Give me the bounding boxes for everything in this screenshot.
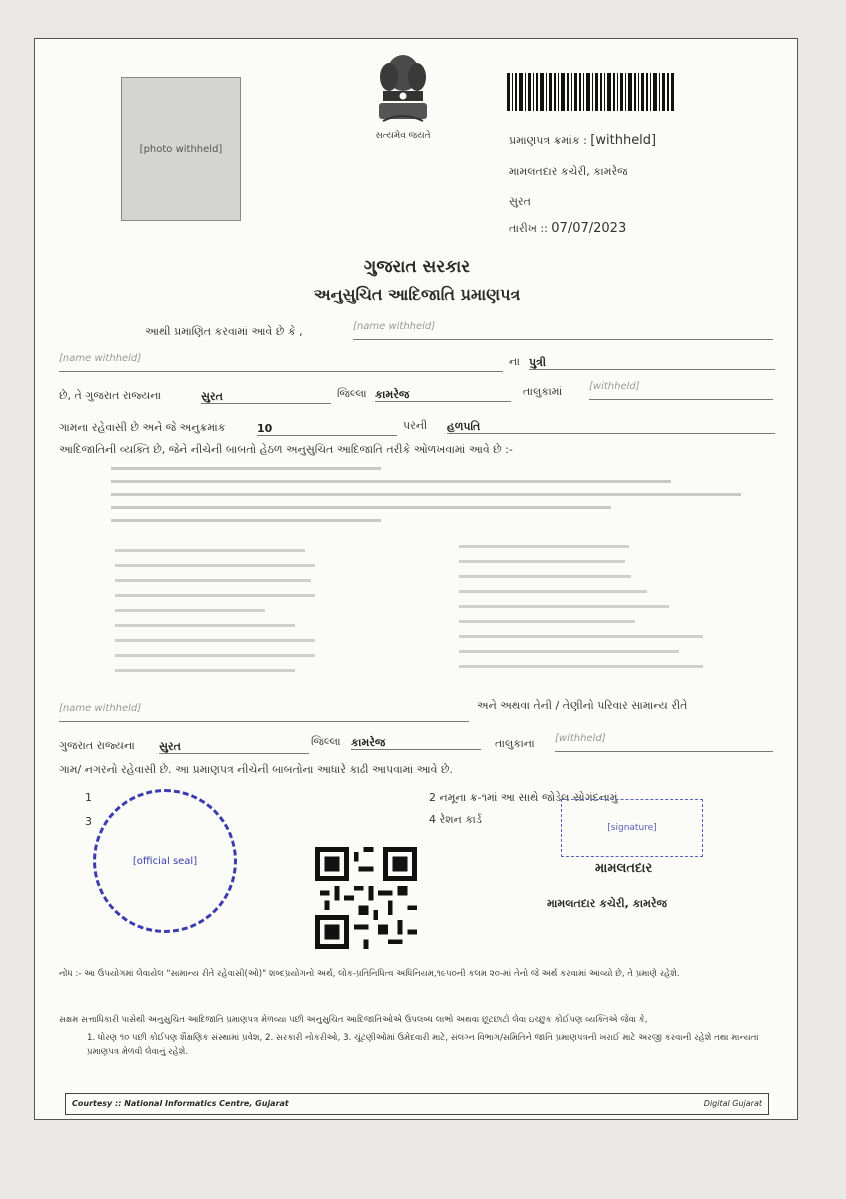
lower-district-line [159, 735, 309, 754]
certificate-number-label: પ્રમાણપત્ર ક્રમાંક : [509, 134, 587, 147]
courtesy-bar [65, 1093, 769, 1115]
lower-holder-name: [name withheld] [59, 703, 142, 714]
village-value: [withheld] [589, 381, 640, 392]
signatory-title: મામલતદાર [595, 861, 653, 876]
issuing-district: સુરત [509, 195, 531, 208]
serial-line [257, 417, 397, 436]
emblem-motto: સત્યમેવ જયતે [375, 131, 431, 141]
footer-usage-items: 1. ધોરણ ૧૦ પછી કોઈપણ શૈક્ષણિક સંસ્થામાં પ્રવેશ, 2. સરકારી નોકરીઓ, 3. ચૂંટણીઓમાં ઉમેદવારી માટે, સંલગ્ન વિભાગ/સમિતિને જાતિ પ્રમાણપત્રની ખરાઈ માટે અરજી કરવાની રહેશે તથા માન્યતા પ્રમાણપત્ર મેળવી લેવાનું રહેશે. [87, 1033, 759, 1057]
applicant-photo-placeholder [121, 77, 241, 221]
issue-date-label: તારીખ :: [509, 222, 548, 235]
basis-item-3: 3 [85, 815, 92, 828]
relation-value: પુત્રી [529, 356, 547, 369]
district-label: જિલ્લા [337, 387, 367, 400]
holder-name-line [353, 321, 773, 340]
seal-placeholder-label: [official seal] [132, 855, 198, 867]
community-value: હળપતિ [447, 420, 481, 433]
brand-text: Digital Gujarat [703, 1099, 762, 1108]
lower-district-value: સુરત [159, 740, 181, 753]
photo-placeholder-label: [photo withheld] [139, 143, 223, 155]
community-label: પરની [403, 419, 428, 432]
taluka-line [375, 383, 511, 402]
taluka-label: તાલુકામાં [523, 385, 563, 398]
lower-taluka-label: તાલુકાના [495, 737, 535, 750]
lower-taluka-line [351, 731, 481, 750]
barcode [507, 73, 675, 111]
district-value: સુરત [201, 390, 223, 403]
government-title: ગુજરાત સરકાર [363, 257, 471, 277]
issuing-office: મામલતદાર કચેરી, કામરેજ [509, 165, 628, 178]
district-line [201, 385, 331, 404]
basis-item-1: 1 [85, 791, 92, 804]
village-line [589, 381, 773, 400]
parent-name: [name withheld] [59, 353, 142, 364]
lower-district-label: જિલ્લા [311, 735, 341, 748]
signature-placeholder-label: [signature] [607, 823, 657, 833]
legal-references-block [111, 463, 751, 522]
tribe-list-left [115, 549, 365, 672]
serial-number: 10 [257, 422, 273, 435]
holder-name: [name withheld] [353, 321, 436, 332]
parent-name-line [59, 353, 503, 372]
signatory-office: મામલતદાર કચેરી, કામરેજ [547, 897, 667, 910]
tribe-list-right [459, 545, 749, 668]
relation-prefix: ના [509, 355, 520, 368]
lower-village-value: [withheld] [555, 733, 606, 744]
certificate-sheet [34, 38, 798, 1120]
footer-note: નોંધ :- આ ઉપયોગમાં લેવાયેલ "સામાન્ય રીતે રહેવાસી(ઓ)" શબ્દપ્રયોગનો અર્થ, લોક-પ્રતિનિધિત્વ અધિનિયમ,૧૯૫૦ની કલમ ૨૦-માં તેનો જે અર્થ કરવામાં આવ્યો છે, તે પ્રમાણે રહેશે. [59, 969, 680, 979]
lower-village-line [555, 733, 773, 752]
courtesy-text: Courtesy :: National Informatics Centre, Gujarat [72, 1099, 289, 1108]
lower-holder-name-line [59, 703, 469, 722]
certificate-number-row [509, 133, 656, 148]
family-text: અને અથવા તેની / તેણીનો પરિવાર સામાન્ય રીતે [477, 699, 688, 712]
certificate-title: અનુસુચિત આદિજાતિ પ્રમાણપત્ર [313, 285, 521, 304]
emblem-icon [373, 51, 433, 129]
issue-date-row [509, 221, 626, 236]
basis-item-2: 2 નમૂના ક્ર-૧માં આ સાથે જોડેલ સોગંદનામું [429, 791, 618, 804]
state-text: છે, તે ગુજરાત રાજ્યના [59, 389, 162, 402]
national-emblem [353, 51, 453, 141]
certificate-number: [withheld] [590, 133, 657, 148]
community-line [447, 415, 775, 434]
issue-date: 07/07/2023 [551, 221, 627, 236]
basis-item-4: 4 રેશન કાર્ડ [429, 813, 482, 826]
signature-placeholder [561, 799, 703, 857]
footer-usage: સક્ષમ સત્તાધિકારી પાસેથી અનુસુચિત આદિજાતિ પ્રમાણપત્ર મેળવ્યા પછી અનુસુચિત આદિજાતિઓએ ઉપલબ્ધ લાભો અથવા છૂટછાટો લેવા ઇચ્છુક કોઈપણ વ્યક્તિએ જેવા કે, [59, 1015, 648, 1025]
lower-taluka-value: કામરેજ [351, 736, 386, 749]
qr-code [315, 847, 417, 949]
lower-state-text: ગુજરાત રાજ્યના [59, 739, 135, 752]
relation-line [529, 351, 775, 370]
official-seal-placeholder [93, 789, 237, 933]
certify-text: આથી પ્રમાણિત કરવામાં આવે છે કે , [145, 325, 303, 338]
lower-resident-text: ગામ/ નગરનો રહેવાસી છે. આ પ્રમાણપત્ર નીચેની બાબતોના આધારે કાઢી આપવામાં આવે છે. [59, 763, 454, 776]
resident-text: ગામના રહેવાસી છે અને જે અનુક્રમાંક [59, 421, 226, 434]
taluka-value: કામરેજ [375, 388, 410, 401]
tribe-text: આદિજાતિની વ્યક્તિ છે, જેને નીચેની બાબતો હેઠળ અનુસુચિત આદિજાતિ તરીકે ઓળખવામાં આવે છે :- [59, 443, 513, 456]
